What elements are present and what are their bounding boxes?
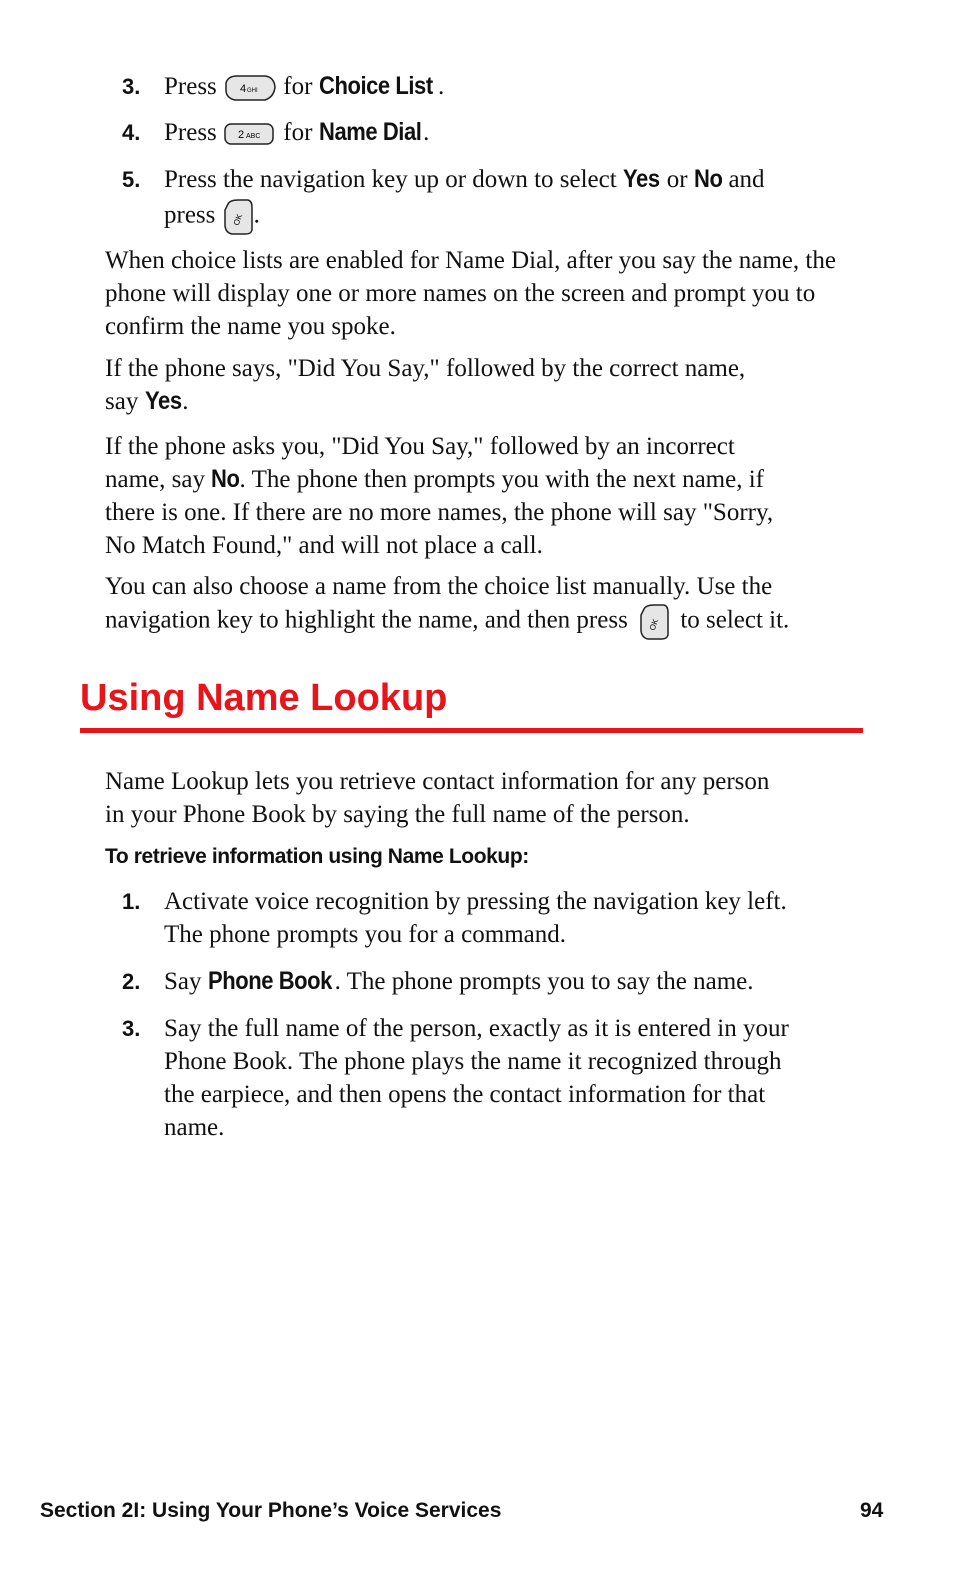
step-number: 5. xyxy=(122,167,141,192)
step-text: Press xyxy=(164,119,217,146)
para-line: You can also choose a name from the choice list manually. Use the xyxy=(105,573,773,600)
step-4-name-dial xyxy=(122,116,882,149)
para-line: say xyxy=(105,388,139,415)
footer-section-label: Section 2I: Using Your Phone’s Voice Services xyxy=(40,1499,502,1522)
svg-text:4: 4 xyxy=(240,83,247,96)
section-title: Using Name Lookup xyxy=(80,677,448,719)
para-line: name, say xyxy=(105,466,205,493)
step-number: 3. xyxy=(122,74,141,99)
ok-key-icon xyxy=(638,603,670,641)
para-line: there is one. If there are no more names, the phone will say "Sorry, xyxy=(105,499,774,526)
para-line: If the phone says, "Did You Say," followed by the correct name, xyxy=(105,355,746,382)
step-number: 4. xyxy=(122,120,141,145)
paragraph-manual-choice xyxy=(105,570,875,641)
para-line: Name Lookup lets you retrieve contact information for any person xyxy=(105,768,770,795)
step-number: 2. xyxy=(122,969,141,994)
lookup-step-3 xyxy=(122,1012,882,1144)
lookup-step-1 xyxy=(122,885,882,951)
punct: . xyxy=(437,73,445,100)
step-text: Press the navigation key up or down to select xyxy=(164,166,617,193)
key-2-abc-icon xyxy=(223,121,277,147)
para-line: in your Phone Book by saying the full name of the person. xyxy=(105,801,690,828)
lookup-step-2 xyxy=(122,965,882,998)
para-line: navigation key to highlight the name, and then press xyxy=(105,606,628,634)
paragraph-choice-lists: When choice lists are enabled for Name Dial, after you say the name, the phone will display one or more names on the screen and prompt you to confirm the name you spoke. xyxy=(105,247,836,340)
step-text: press xyxy=(164,201,216,229)
key-4-ghi-icon xyxy=(223,73,277,103)
step-5-select xyxy=(122,163,882,236)
svg-text:OK: OK xyxy=(647,617,661,632)
svg-text:2: 2 xyxy=(238,129,245,142)
step-number: 3. xyxy=(122,1016,141,1041)
punct: . xyxy=(253,201,260,229)
step-3-choice-list xyxy=(122,70,882,103)
option-no: No xyxy=(693,165,723,193)
command-phone-book: Phone Book xyxy=(207,967,332,995)
say-no: No xyxy=(211,465,240,493)
step-text: Activate voice recognition by pressing the navigation key left. xyxy=(164,888,787,915)
step-text: Say xyxy=(164,968,202,995)
svg-text:GHI: GHI xyxy=(247,88,258,95)
step-text: Phone Book. The phone plays the name it recognized through xyxy=(164,1048,782,1075)
step-text: for xyxy=(283,73,313,100)
ok-key-icon xyxy=(222,198,254,236)
step-text: Say the full name of the person, exactly as it is entered in your xyxy=(164,1015,789,1042)
step-text: name. xyxy=(164,1114,225,1141)
page-number: 94 xyxy=(860,1499,884,1522)
para-line: If the phone asks you, "Did You Say," followed by an incorrect xyxy=(105,433,735,460)
procedure-heading: To retrieve information using Name Lookup: xyxy=(105,845,529,868)
step-text: the earpiece, and then opens the contact information for that xyxy=(164,1081,766,1108)
step-text: . The phone prompts you to say the name. xyxy=(334,968,754,995)
paragraph-correct-name xyxy=(105,352,875,418)
step-text: The phone prompts you for a command. xyxy=(164,921,566,948)
step-number: 1. xyxy=(122,889,141,914)
step-text: and xyxy=(728,166,765,193)
step-text: Press xyxy=(164,73,217,100)
step-text: for xyxy=(283,119,313,146)
punct: . xyxy=(423,119,430,146)
para-line: No Match Found," and will not place a call. xyxy=(105,532,543,559)
paragraph-name-lookup-intro xyxy=(105,765,875,831)
para-line: to select it. xyxy=(680,606,790,634)
option-yes: Yes xyxy=(622,165,660,193)
step-text: or xyxy=(666,166,688,193)
para-line: . The phone then prompts you with the next name, if xyxy=(239,466,764,493)
svg-text:ABC: ABC xyxy=(246,133,261,141)
menu-choice-list: Choice List xyxy=(318,72,433,100)
title-underline xyxy=(80,728,863,733)
svg-text:OK: OK xyxy=(231,212,244,227)
paragraph-incorrect-name xyxy=(105,430,875,562)
say-yes: Yes xyxy=(144,387,182,415)
punct: . xyxy=(182,388,189,415)
menu-name-dial: Name Dial xyxy=(318,118,422,146)
